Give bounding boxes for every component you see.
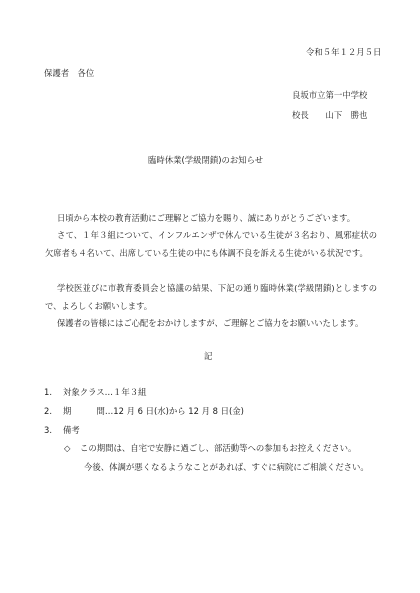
issue-date: 令和５年１２月５日 (306, 47, 382, 57)
list-item-2 (44, 406, 244, 417)
body-paragraph-4: 保護者の皆様にはご心配をおかけしますが、ご理解とご協力をお願いいたします。 (57, 318, 364, 328)
note-line-1 (64, 443, 356, 454)
notice-title: 臨時休業(学級閉鎖)のお知らせ (148, 155, 264, 165)
list-number: 3. (44, 425, 52, 435)
list-number: 1. (44, 387, 52, 397)
body-paragraph-2: さて、１年３組について、インフルエンザで休んでいる生徒が３名おり、風邪症状の欠席者も４名いて、出席している生徒の中にも体調不良を訴える生徒がいる状況です。 (45, 230, 377, 258)
ki-heading: 記 (204, 351, 213, 361)
diamond-bullet-icon: ◇ (64, 443, 71, 453)
body-paragraph-1: 日頃から本校の教育活動にご理解とご協力を賜り、誠にありがとうございます。 (57, 213, 356, 223)
note-text-1: この期間は、自宅で安静に過ごし、部活動等への参加もお控えください。 (80, 443, 357, 453)
list-number: 2. (44, 406, 52, 416)
note-line-2 (84, 462, 369, 473)
list-text: 備考 (63, 425, 80, 435)
school-name: 良坂市立第一中学校 (292, 90, 368, 100)
recipient: 保護者 各位 (44, 68, 95, 78)
principal-name: 校長 山下 勝也 (292, 110, 368, 120)
list-text: 期 間…12 月 6 日(水)から 12 月 8 日(金) (63, 406, 244, 416)
list-text: 対象クラス…１年３組 (63, 387, 147, 397)
note-text-2: 今後、体調が悪くなるようなことがあれば、すぐに病院にご相談ください。 (84, 462, 369, 472)
list-item-3 (44, 425, 80, 436)
body-paragraph-3: 学校医並びに市教育委員会と協議の結果、下記の通り臨時休業(学級閉鎖)としますので、よろしくお願いします。 (45, 283, 377, 311)
list-item-1 (44, 387, 147, 398)
